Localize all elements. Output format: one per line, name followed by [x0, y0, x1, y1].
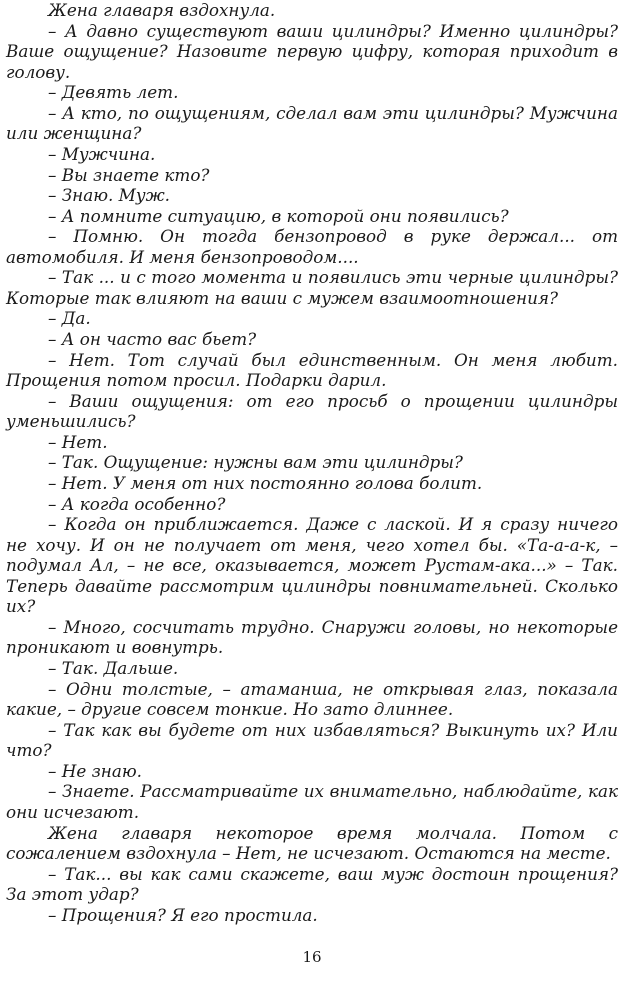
paragraph: – Одни толстые, – атаманша, не открывая глаз, показала какие, – другие совсем тонкие. Но зато длиннее. [6, 678, 618, 720]
paragraph: – Помню. Он тогда бензопровод в руке держал... от автомобиля. И меня бензопроводом.... [6, 226, 618, 267]
paragraph: – Нет. [48, 431, 108, 452]
page-number: 16 [302, 948, 322, 966]
paragraph: – Так как вы будете от них избавляться? Выкинуть их? Или что? [6, 719, 618, 761]
paragraph: – Так. Дальше. [48, 658, 179, 678]
paragraph: – Так. Ощущение: нужны вам эти цилиндры? [48, 452, 463, 473]
paragraph: – Нет. У меня от них постоянно голова болит. [48, 472, 483, 493]
book-page [6, 0, 618, 992]
paragraph: – Нет. Тот случай был единственным. Он меня любит. Прощения потом просил. Подарки дарил. [6, 349, 618, 391]
paragraph: Жена главаря вздохнула. [48, 0, 276, 20]
paragraph: – Знаю. Муж. [48, 185, 171, 206]
paragraph: – Мужчина. [48, 143, 156, 164]
paragraph: – Прощения? Я его простила. [48, 904, 318, 925]
paragraph: Жена главаря некоторое время молчала. Потом с сожалением вздохнула – Нет, не исчезают. Остаются на месте. [6, 822, 618, 864]
paragraph: – Так ... и с того момента и появились эти черные цилиндры? Которые так влияют на ваши с мужем взаимоотношения? [6, 267, 618, 308]
page-text [6, 0, 618, 925]
paragraph: – Когда он приближается. Даже с лаской. И я сразу ничего не хочу. И он не получает от меня, чего хотел бы. «Та-а-а-к, – подумал Ал, – не все, оказывается, может Рустам-ака...» – Так. Теперь давайте рассмотрим цилиндры повнимательней. Сколько их? [6, 514, 618, 617]
paragraph: – Ваши ощущения: от его просьб о прощении цилиндры уменьшились? [6, 390, 618, 432]
paragraph: – Не знаю. [48, 760, 142, 781]
paragraph: – А давно существуют ваши цилиндры? Именно цилиндры? Ваше ощущение? Назовите первую цифру, которая приходит в голову. [6, 20, 618, 82]
paragraph: – Да. [48, 308, 91, 329]
paragraph: – Вы знаете кто? [48, 164, 210, 185]
paragraph: – А он часто вас бьет? [48, 329, 257, 349]
paragraph: – А когда особенно? [48, 493, 226, 514]
paragraph: – А помните ситуацию, в которой они появились? [48, 205, 509, 226]
paragraph: – Знаете. Рассматривайте их внимательно, наблюдайте, как они исчезают. [6, 781, 618, 822]
paragraph: – Много, сосчитать трудно. Снаружи головы, но некоторые проникают и вовнутрь. [6, 616, 618, 658]
paragraph: – Так... вы как сами скажете, ваш муж достоин прощения? За этот удар? [6, 863, 618, 905]
paragraph: – Девять лет. [48, 82, 179, 103]
paragraph: – А кто, по ощущениям, сделал вам эти цилиндры? Мужчина или женщина? [6, 102, 618, 144]
